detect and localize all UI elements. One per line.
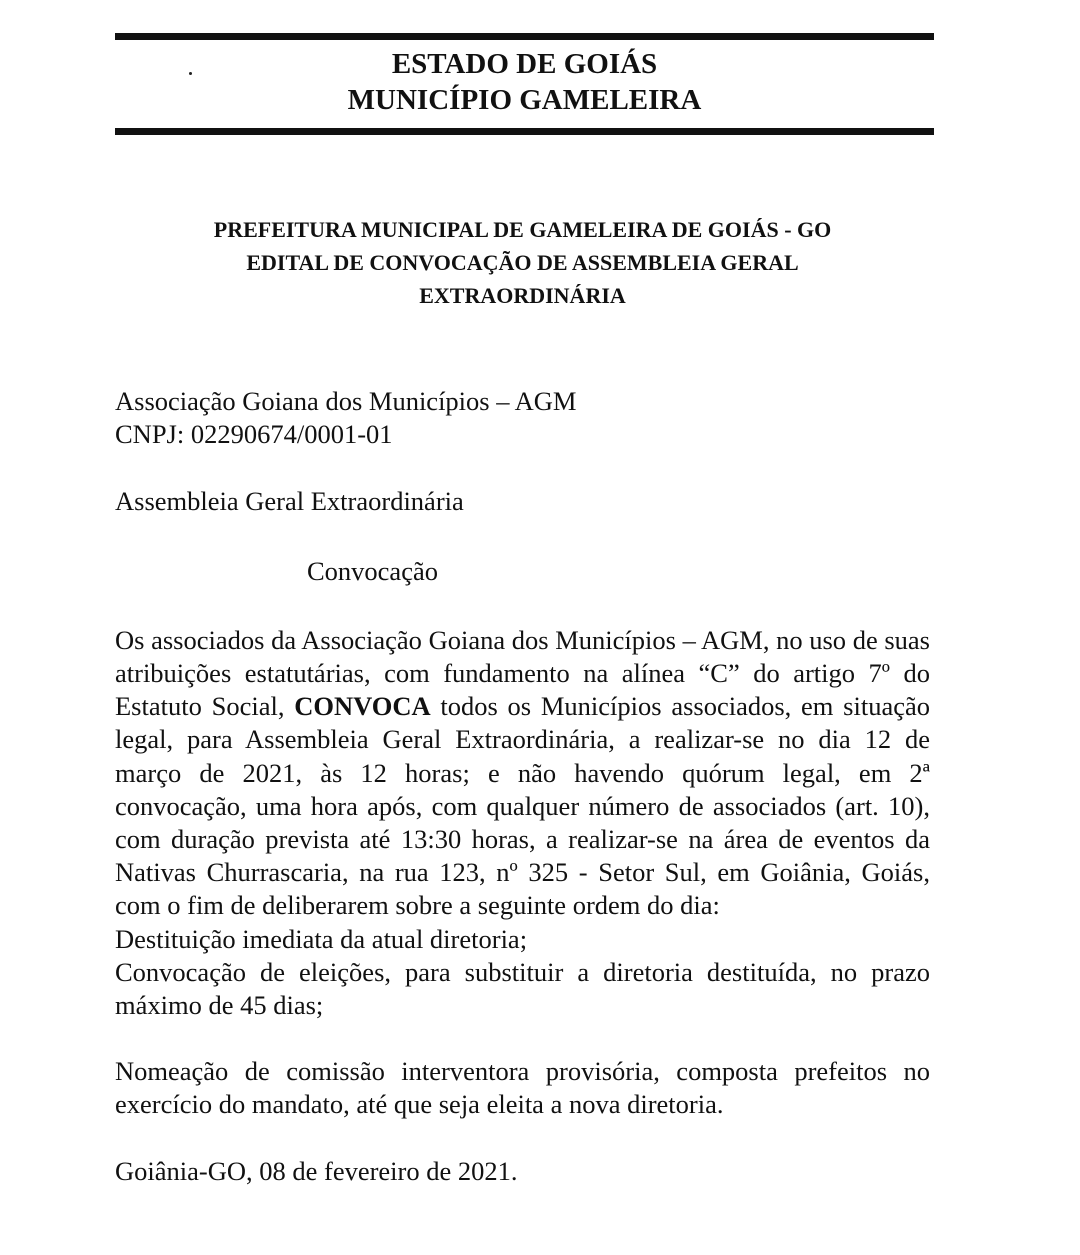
document-header (115, 46, 934, 118)
document-body (115, 385, 930, 1188)
agenda-item: Nomeação de comissão interventora provisória, composta prefeitos no exercício do mandato, até que seja eleita a nova diretoria. (115, 1056, 930, 1120)
agenda-item: Convocação de eleições, para substituir a diretoria destituída, no prazo máximo de 45 dias; (115, 956, 930, 1021)
convoca-keyword: CONVOCA (294, 691, 431, 722)
assembly-type: Assembleia Geral Extraordinária (115, 486, 464, 517)
organization-block (115, 385, 930, 451)
convocation-title: Convocação (307, 555, 438, 586)
spacer (115, 1122, 930, 1155)
spacer (115, 1022, 930, 1055)
edital-heading (160, 213, 885, 312)
bottom-rule (115, 128, 934, 135)
municipality-title: MUNICÍPIO GAMELEIRA (347, 84, 702, 116)
convocation-rest: todos os Municípios associados, em situação legal, para Assembleia Geral Extraordinária, a realizar-se no dia 12 de março de 2021, às 12 horas; e não havendo quórum legal, em 2ª convocação, uma hora após, com qualquer número de associados (art. 10), com duração prevista até 13:30 horas, a realizar-se na área de eventos da Nativas Churrascaria, na rua 123, nº 325 - Setor Sul, em Goiânia, Goiás, com o fim de deliberarem sobre a seguinte ordem do dia: (115, 691, 930, 921)
convocation-paragraph (115, 624, 930, 923)
top-rule (115, 33, 934, 40)
agenda-item: Destituição imediata da atual diretoria; (115, 923, 528, 954)
convocation-intro: Os associados da Associação Goiana dos Municípios – AGM, no uso de suas atribuições estatutárias, com fundamento na alínea “C” do artigo 7º do Estatuto Social, (115, 624, 930, 722)
prefeitura-line: PREFEITURA MUNICIPAL DE GAMELEIRA DE GOIÁS - GO (213, 217, 832, 242)
organization-name: Associação Goiana dos Municípios – AGM (115, 386, 577, 416)
edital-title-line: EDITAL DE CONVOCAÇÃO DE ASSEMBLEIA GERAL (246, 250, 799, 275)
date-line: Goiânia-GO, 08 de fevereiro de 2021. (115, 1155, 518, 1186)
state-title: ESTADO DE GOIÁS (391, 48, 658, 80)
organization-cnpj: CNPJ: 02290674/0001-01 (115, 419, 393, 450)
edital-title-line-2: EXTRAORDINÁRIA (419, 283, 626, 308)
